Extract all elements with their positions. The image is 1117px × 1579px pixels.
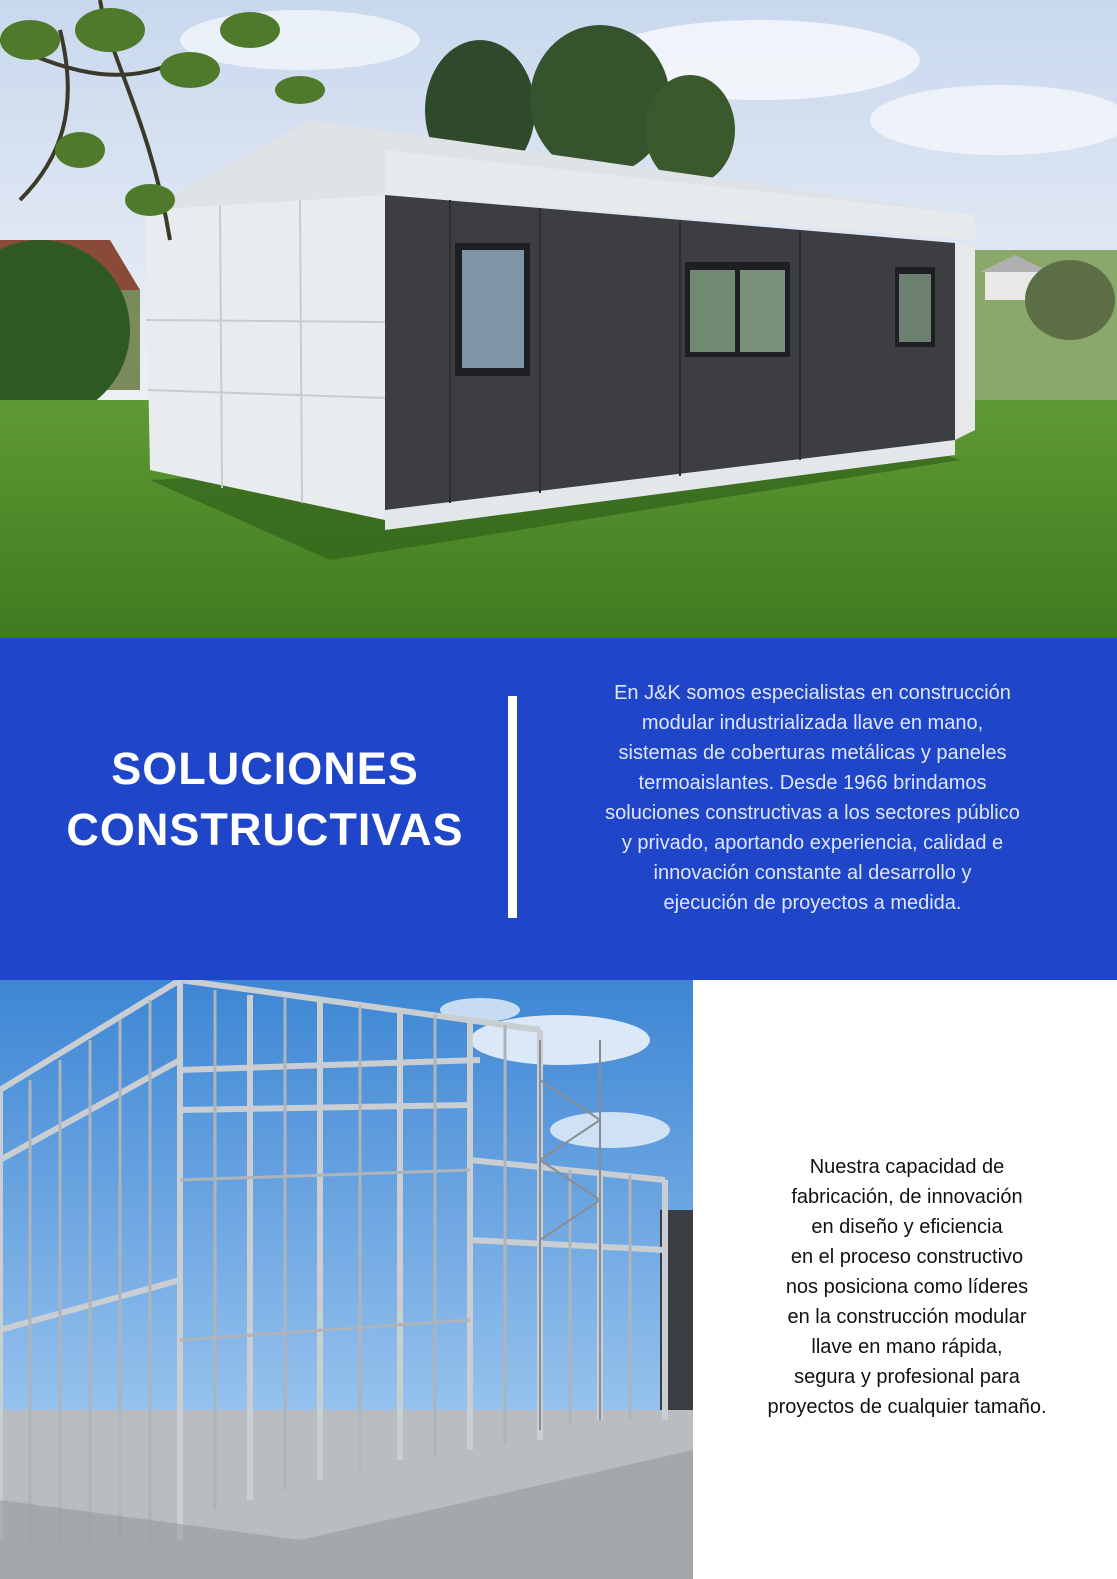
intro-line: soluciones constructivas a los sectores público: [605, 802, 1020, 824]
steel-frame-photo: [0, 980, 693, 1579]
intro-paragraph: [540, 678, 1085, 918]
capacity-line: segura y profesional para: [794, 1366, 1020, 1388]
modular-building-photo: [0, 0, 1117, 638]
capacity-paragraph: [712, 1152, 1102, 1422]
intro-line: y privado, aportando experiencia, calidad e: [621, 832, 1004, 854]
intro-line: innovación constante al desarrollo y: [653, 862, 972, 884]
capacity-line: nos posiciona como líderes: [785, 1276, 1029, 1298]
intro-band: [0, 638, 1117, 980]
capacity-line: proyectos de cualquier tamaño.: [767, 1396, 1047, 1418]
title-line: SOLUCIONES: [111, 743, 419, 794]
capacity-line: en la construcción modular: [787, 1306, 1027, 1328]
capacity-line: Nuestra capacidad de: [809, 1156, 1005, 1178]
capacity-line: en el proceso constructivo: [790, 1246, 1024, 1268]
intro-line: sistemas de coberturas metálicas y paneles: [618, 742, 1007, 764]
capacity-line: llave en mano rápida,: [811, 1336, 1003, 1358]
capacity-line: fabricación, de innovación: [791, 1186, 1023, 1208]
vertical-divider: [508, 696, 517, 918]
title-line: CONSTRUCTIVAS: [66, 804, 464, 855]
capacity-line: en diseño y eficiencia: [811, 1216, 1003, 1238]
intro-line: modular industrializada llave en mano,: [641, 712, 984, 734]
intro-line: termoaislantes. Desde 1966 brindamos: [638, 772, 987, 794]
page-title: [30, 738, 500, 860]
intro-line: ejecución de proyectos a medida.: [663, 892, 962, 914]
intro-line: En J&K somos especialistas en construcción: [614, 682, 1011, 704]
